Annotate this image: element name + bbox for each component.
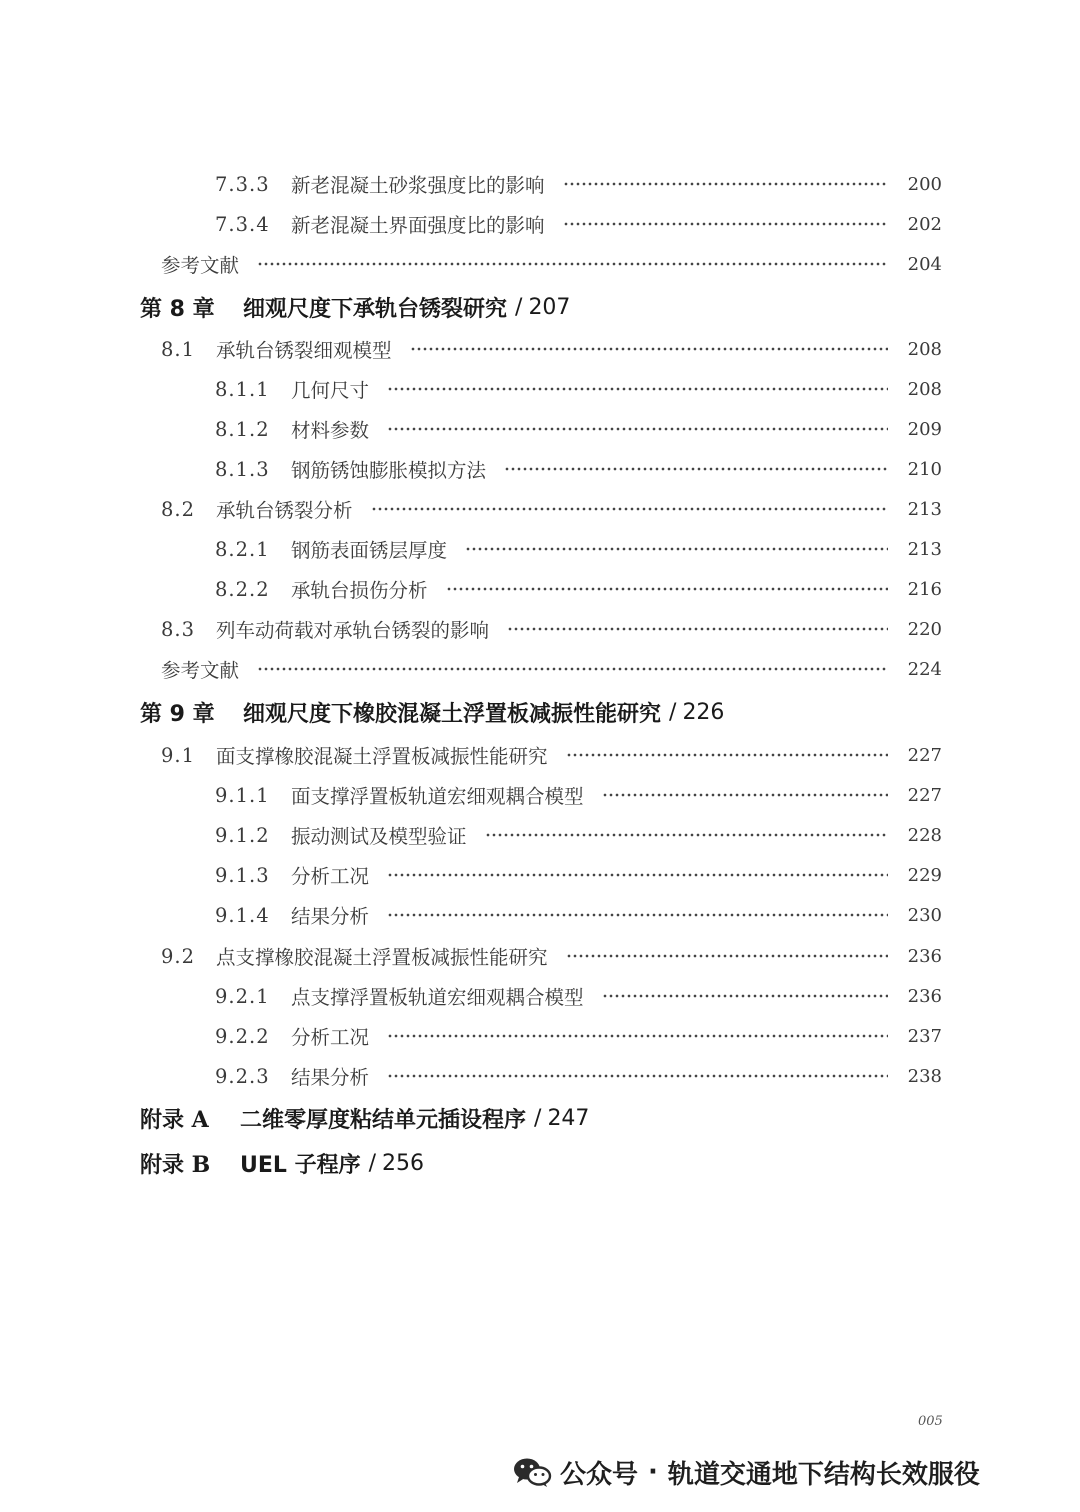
toc-entry-page: 200 [907, 173, 942, 195]
toc-entry-page: 227 [907, 784, 942, 806]
toc-entry-title: 承轨台锈裂细观模型 [216, 339, 392, 362]
chapter-title: 细观尺度下承轨台锈裂研究 [243, 296, 508, 322]
dot-leader [563, 219, 888, 229]
toc-entry-title: 面支撑浮置板轨道宏细观耦合模型 [291, 785, 584, 808]
toc-entry-number: 7.3.4 [215, 212, 270, 236]
toc-entry-title: 振动测试及模型验证 [291, 825, 467, 848]
chapter-separator: / [515, 294, 523, 320]
dot-leader [387, 424, 888, 434]
toc-entry-references [161, 654, 942, 684]
toc-entry-number: 9.1.2 [215, 823, 270, 847]
toc-entry-page: 216 [907, 578, 942, 600]
toc-entry-page: 224 [907, 658, 942, 680]
toc-entry-title: 点支撑橡胶混凝土浮置板减振性能研究 [216, 946, 548, 969]
toc-entry-page: 204 [907, 253, 942, 275]
dot-leader [563, 179, 888, 189]
toc-entry [161, 494, 942, 524]
toc-entry-page: 202 [907, 213, 942, 235]
appendix-label: 附录 A [140, 1106, 209, 1133]
appendix-separator: / [534, 1105, 542, 1131]
toc-entry-number: 8.1.1 [215, 377, 270, 401]
toc-entry [215, 574, 942, 604]
dot-leader [504, 464, 888, 474]
toc-entry [161, 740, 942, 770]
toc-entry-number: 8.2.2 [215, 577, 270, 601]
dot-leader [446, 584, 888, 594]
dot-leader [371, 504, 888, 514]
toc-entry-title: 分析工况 [291, 1026, 370, 1049]
toc-entry [215, 1061, 942, 1091]
footer-account-name: 轨道交通地下结构长效服役 [667, 1459, 980, 1490]
toc-entry [215, 414, 942, 444]
toc-entry [161, 941, 942, 971]
footer-prefix: 公众号 [560, 1459, 639, 1490]
chapter-label: 第 8 章 [140, 296, 215, 322]
toc-entry-number: 8.1.3 [215, 457, 270, 481]
wechat-footer [512, 1452, 980, 1492]
toc-entry-page: 210 [907, 458, 942, 480]
toc-entry-title: 承轨台锈裂分析 [216, 499, 353, 522]
chapter-page: 226 [682, 699, 725, 725]
dot-leader [410, 344, 888, 354]
toc-entry-title: 面支撑橡胶混凝土浮置板减振性能研究 [216, 745, 548, 768]
appendix-heading [140, 1100, 589, 1136]
toc-entry-page: 213 [907, 538, 942, 560]
toc-entry-number: 9.2.1 [215, 984, 270, 1008]
appendix-title: 二维零厚度粘结单元插设程序 [240, 1107, 527, 1133]
toc-entry-number: 8.3 [161, 617, 196, 641]
wechat-icon [512, 1456, 552, 1488]
toc-entry [161, 614, 942, 644]
appendix-title: UEL 子程序 [240, 1152, 361, 1178]
toc-entry-number: 8.2.1 [215, 537, 270, 561]
toc-entry-number: 9.1.4 [215, 903, 270, 927]
toc-entry [215, 1021, 942, 1051]
toc-entry-page: 208 [907, 338, 942, 360]
toc-entry-title: 分析工况 [291, 865, 370, 888]
toc-entry-page: 209 [907, 418, 942, 440]
dot-leader [387, 910, 888, 920]
dot-leader [507, 624, 888, 634]
toc-entry-title: 结果分析 [291, 905, 370, 928]
toc-entry [215, 860, 942, 890]
toc-entry-title: 参考文献 [161, 659, 240, 682]
toc-entry-page: 228 [907, 824, 942, 846]
toc-entry-number: 9.1.3 [215, 863, 270, 887]
toc-entry-page: 237 [907, 1025, 942, 1047]
chapter-label: 第 9 章 [140, 701, 215, 727]
chapter-heading [140, 289, 570, 325]
toc-entry-title: 几何尺寸 [291, 379, 370, 402]
toc-entry-number: 9.2.2 [215, 1024, 270, 1048]
toc-entry-number: 7.3.3 [215, 172, 270, 196]
toc-entry-title: 材料参数 [291, 419, 370, 442]
appendix-page: 256 [382, 1150, 424, 1176]
toc-entry-number: 9.2.3 [215, 1064, 270, 1088]
toc-entry-page: 238 [907, 1065, 942, 1087]
toc-entry-title: 参考文献 [161, 254, 240, 277]
dot-leader [465, 544, 888, 554]
toc-entry-number: 8.1.2 [215, 417, 270, 441]
toc-entry-title: 结果分析 [291, 1066, 370, 1089]
chapter-heading [140, 694, 724, 730]
dot-leader [602, 991, 888, 1001]
toc-entry-title: 点支撑浮置板轨道宏细观耦合模型 [291, 986, 584, 1009]
toc-entry [215, 534, 942, 564]
toc-entry-title: 新老混凝土界面强度比的影响 [291, 214, 545, 237]
appendix-label: 附录 B [140, 1151, 211, 1178]
toc-entry [161, 334, 942, 364]
toc-entry-title: 列车动荷载对承轨台锈裂的影响 [216, 619, 490, 642]
toc-entry-number: 8.2 [161, 497, 196, 521]
toc-entry-page: 230 [907, 904, 942, 926]
toc-entry-page: 213 [907, 498, 942, 520]
toc-entry-title: 钢筋锈蚀膨胀模拟方法 [291, 459, 487, 482]
page-number: 005 [918, 1414, 943, 1429]
toc-entry-number: 9.1.1 [215, 783, 270, 807]
toc-entry [215, 981, 942, 1011]
dot-leader [387, 1071, 888, 1081]
toc-entry [215, 169, 942, 199]
dot-leader [566, 951, 888, 961]
appendix-heading [140, 1145, 424, 1181]
appendix-separator: / [368, 1150, 376, 1176]
toc-entry-page: 208 [907, 378, 942, 400]
dot-leader [566, 750, 888, 760]
dot-leader [257, 259, 888, 269]
toc-entry-number: 8.1 [161, 337, 196, 361]
toc-entry [215, 454, 942, 484]
toc-entry-references [161, 249, 942, 279]
toc-entry-page: 236 [907, 945, 942, 967]
toc-entry-title: 钢筋表面锈层厚度 [291, 539, 448, 562]
chapter-title: 细观尺度下橡胶混凝土浮置板减振性能研究 [243, 701, 662, 727]
toc-entry-title: 新老混凝土砂浆强度比的影响 [291, 174, 545, 197]
chapter-page: 207 [528, 294, 571, 320]
toc-entry [215, 820, 942, 850]
dot-leader [387, 870, 888, 880]
toc-entry-page: 236 [907, 985, 942, 1007]
toc-entry [215, 780, 942, 810]
dot-leader [602, 790, 888, 800]
toc-entry-number: 9.1 [161, 743, 196, 767]
toc-entry [215, 374, 942, 404]
dot-leader [257, 664, 888, 674]
dot-leader [387, 384, 888, 394]
toc-entry-title: 承轨台损伤分析 [291, 579, 428, 602]
toc-entry-page: 220 [907, 618, 942, 640]
toc-entry-page: 229 [907, 864, 942, 886]
toc-entry [215, 209, 942, 239]
footer-separator: · [648, 1457, 658, 1487]
toc-entry [215, 900, 942, 930]
dot-leader [387, 1031, 888, 1041]
chapter-separator: / [669, 699, 677, 725]
toc-entry-number: 9.2 [161, 944, 196, 968]
appendix-page: 247 [547, 1105, 590, 1131]
dot-leader [485, 830, 888, 840]
toc-entry-page: 227 [907, 744, 942, 766]
